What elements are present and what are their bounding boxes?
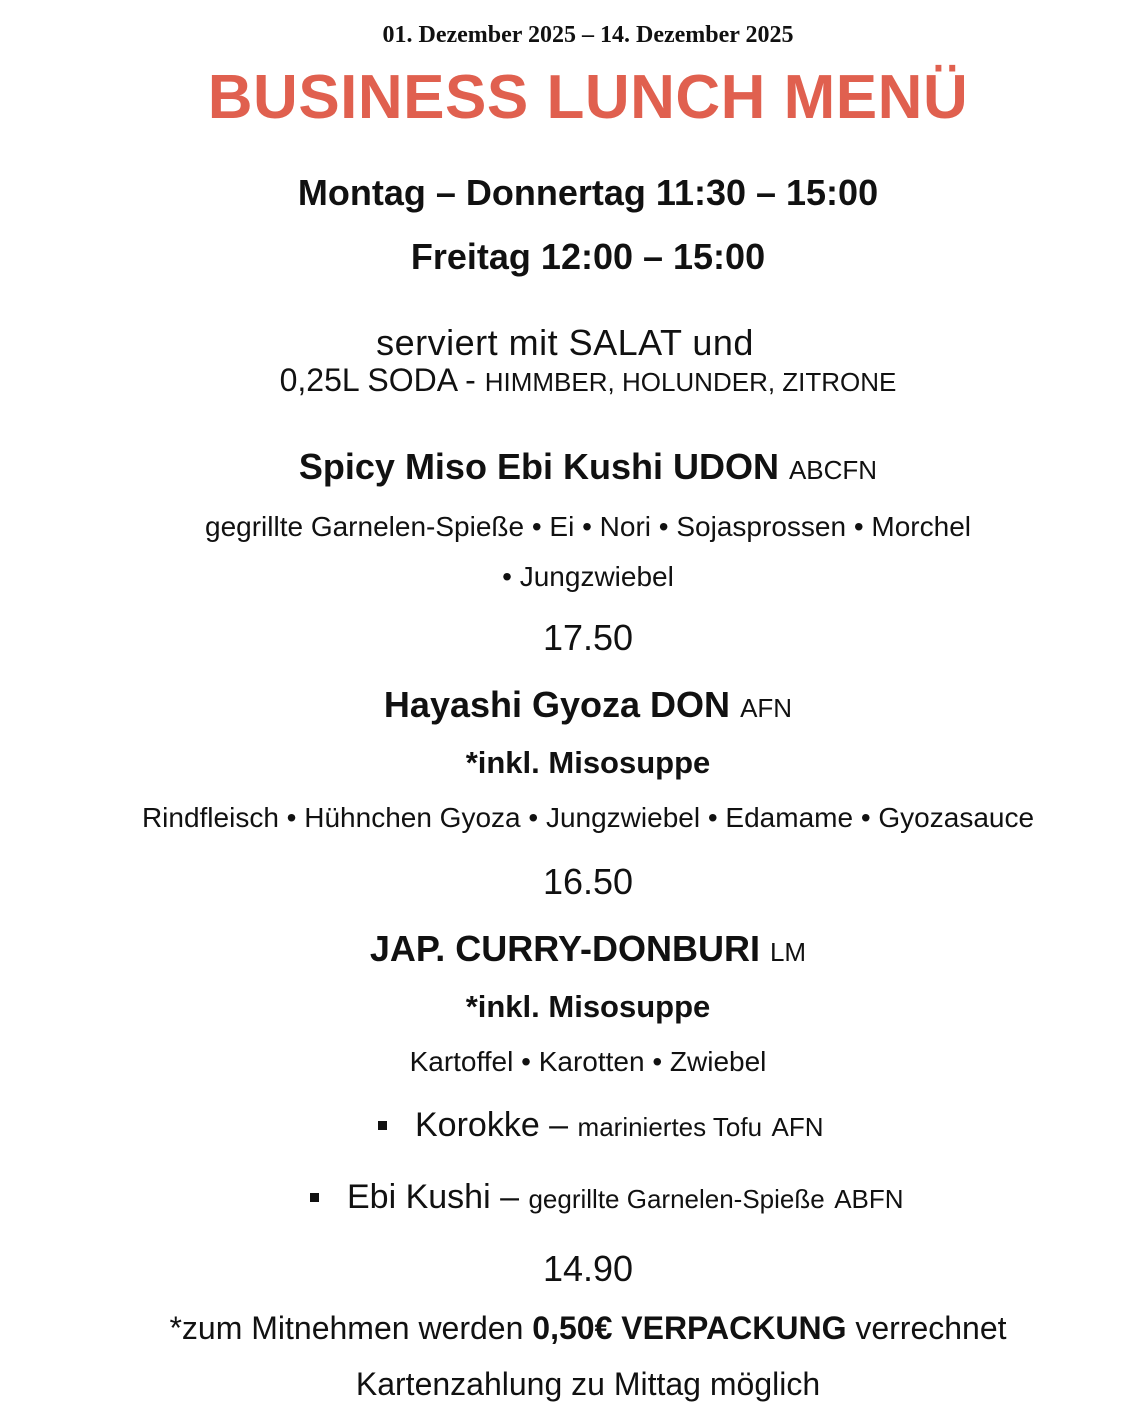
option-separator: – xyxy=(539,1106,578,1144)
dish-description: gegrillte Garnelen-Spieße • Ei • Nori • Sojasprossen • Morchel xyxy=(205,511,971,542)
square-bullet-icon xyxy=(378,1121,387,1130)
dish-option xyxy=(378,1106,824,1145)
dish-title xyxy=(0,446,1122,488)
dish-note: *inkl. Misosuppe xyxy=(465,745,711,780)
dish-description: Rindfleisch • Hühnchen Gyoza • Jungzwiebel • Edamame • Gyozasauce xyxy=(141,802,1035,833)
dish-price: 17.50 xyxy=(542,617,634,658)
option-name: Ebi Kushi xyxy=(347,1178,491,1216)
dish-description-cont: • Jungzwiebel xyxy=(502,561,674,592)
hours-weekdays: Montag – Donnertag 11:30 – 15:00 xyxy=(297,172,879,213)
dish-title xyxy=(0,928,1122,970)
option-separator: – xyxy=(490,1178,529,1216)
option-detail: gegrillte Garnelen-Spieße xyxy=(528,1184,825,1214)
dish-allergens: LM xyxy=(769,937,807,967)
option-allergens: ABFN xyxy=(834,1184,904,1214)
hours-friday: Freitag 12:00 – 15:00 xyxy=(410,236,766,277)
takeaway-note xyxy=(0,1310,1122,1347)
dish-allergens: ABCFN xyxy=(788,455,878,485)
soda-flavors: HIMMBER, HOLUNDER, ZITRONE xyxy=(484,367,897,397)
served-soda-line xyxy=(0,362,1122,399)
date-range: 01. Dezember 2025 – 14. Dezember 2025 xyxy=(382,22,794,48)
takeaway-prefix: *zum Mitnehmen werden xyxy=(169,1310,533,1346)
dish-name: JAP. CURRY-DONBURI xyxy=(369,928,760,969)
dish-name: Hayashi Gyoza DON xyxy=(383,684,731,725)
dish-allergens: AFN xyxy=(740,693,793,723)
option-name: Korokke xyxy=(415,1106,540,1144)
dish-note: *inkl. Misosuppe xyxy=(465,989,711,1024)
takeaway-suffix: verrechnet xyxy=(846,1310,1007,1346)
served-with-line: serviert mit SALAT und xyxy=(376,322,754,363)
option-detail: mariniertes Tofu xyxy=(577,1112,763,1142)
packaging-fee: 0,50€ VERPACKUNG xyxy=(532,1310,847,1346)
soda-label: 0,25L SODA - xyxy=(279,362,485,398)
dish-price: 14.90 xyxy=(542,1248,634,1289)
dish-description: Kartoffel • Karotten • Zwiebel xyxy=(409,1046,767,1077)
dish-option xyxy=(310,1178,904,1217)
dish-name: Spicy Miso Ebi Kushi UDON xyxy=(298,446,779,487)
payment-note: Kartenzahlung zu Mittag möglich xyxy=(355,1366,821,1402)
menu-title: BUSINESS LUNCH MENÜ xyxy=(207,63,969,132)
option-allergens: AFN xyxy=(771,1112,824,1142)
square-bullet-icon xyxy=(310,1193,319,1202)
dish-title xyxy=(0,684,1122,726)
dish-price: 16.50 xyxy=(542,861,634,902)
